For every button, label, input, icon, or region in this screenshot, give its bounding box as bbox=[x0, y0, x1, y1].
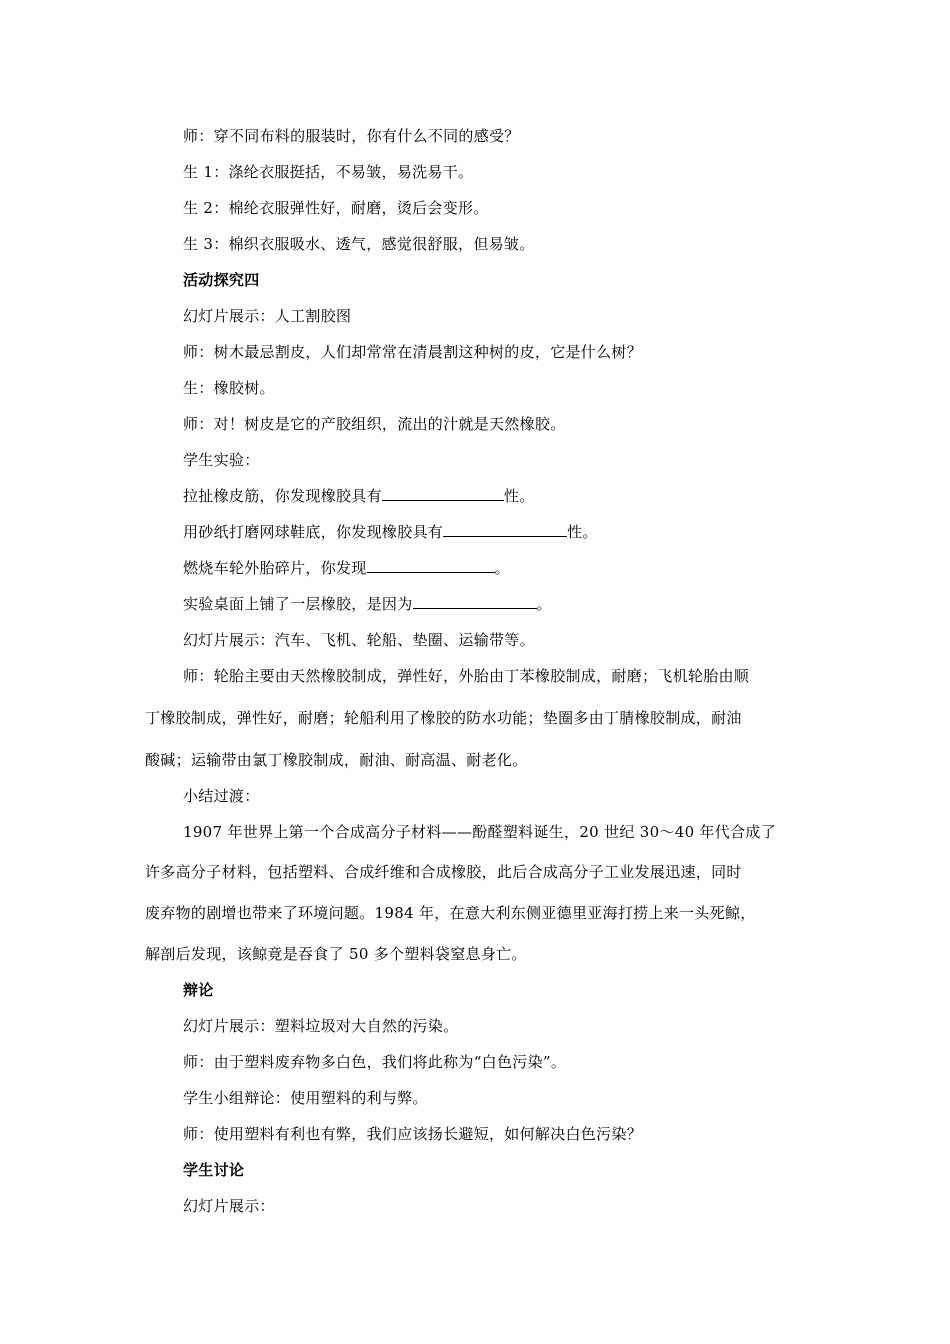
fill-blank-text: 用砂纸打磨网球鞋底，你发现橡胶具有 bbox=[183, 523, 444, 541]
history-paragraph-line-4: 解剖后发现，该鲸竟是吞食了 50 多个塑料袋窒息身亡。 bbox=[145, 945, 527, 963]
section-heading-discussion: 学生讨论 bbox=[183, 1161, 245, 1179]
fill-blank-text: 性。 bbox=[567, 523, 598, 541]
history-paragraph-line-3: 废弃物的剧增也带来了环境问题。1984 年，在意大利东侧亚德里亚海打捞上来一头死鲸， bbox=[145, 904, 756, 922]
student-group-debate: 学生小组辩论：使用塑料的利与弊。 bbox=[183, 1089, 428, 1107]
slide-show-final: 幻灯片展示： bbox=[183, 1197, 275, 1215]
fill-blank-item bbox=[183, 486, 535, 506]
fill-blank-text: 。 bbox=[494, 559, 510, 577]
section-heading-debate: 辩论 bbox=[183, 981, 214, 999]
answer-blank bbox=[367, 558, 495, 573]
student-experiment-label: 学生实验： bbox=[183, 451, 260, 469]
fill-blank-item bbox=[183, 594, 552, 614]
dialogue-teacher-tree: 师：树木最忌割皮，人们却常常在清晨割这种树的皮，它是什么树？ bbox=[183, 343, 643, 361]
fill-blank-text: 拉扯橡皮筋，你发现橡胶具有 bbox=[183, 487, 382, 505]
section-heading-activity-4: 活动探究四 bbox=[183, 271, 260, 289]
teacher-explanation-line-3: 酸碱；运输带由氯丁橡胶制成，耐油、耐高温、耐老化。 bbox=[145, 751, 528, 769]
history-paragraph-line-1: 1907 年世界上第一个合成高分子材料——酚醛塑料诞生，20 世纪 30～40 年代合成了 bbox=[183, 823, 777, 841]
summary-transition-label: 小结过渡： bbox=[183, 787, 260, 805]
dialogue-teacher-question: 师：穿不同布料的服装时，你有什么不同的感受？ bbox=[183, 127, 520, 145]
dialogue-student-3: 生 3：棉织衣服吸水、透气，感觉很舒服，但易皱。 bbox=[183, 235, 535, 253]
fill-blank-item bbox=[183, 558, 510, 578]
fill-blank-text: 实验桌面上铺了一层橡胶，是因为 bbox=[183, 595, 413, 613]
answer-blank bbox=[413, 594, 537, 609]
fill-blank-text: 燃烧车轮外胎碎片，你发现 bbox=[183, 559, 367, 577]
dialogue-student-2: 生 2：棉纶衣服弹性好，耐磨，烫后会变形。 bbox=[183, 199, 489, 217]
teacher-explanation-line-2: 丁橡胶制成，弹性好，耐磨；轮船利用了橡胶的防水功能；垫圈多由丁腈橡胶制成，耐油 bbox=[145, 709, 742, 727]
dialogue-teacher-solution: 师：使用塑料有利也有弊，我们应该扬长避短，如何解决白色污染？ bbox=[183, 1125, 643, 1143]
history-paragraph-line-2: 许多高分子材料，包括塑料、合成纤维和合成橡胶，此后合成高分子工业发展迅速，同时 bbox=[145, 863, 742, 881]
slide-show-vehicles: 幻灯片展示：汽车、飞机、轮船、垫圈、运输带等。 bbox=[183, 631, 535, 649]
slide-show-plastic-pollution: 幻灯片展示：塑料垃圾对大自然的污染。 bbox=[183, 1017, 459, 1035]
fill-blank-text: 性。 bbox=[503, 487, 535, 505]
fill-blank-text: 。 bbox=[536, 595, 552, 613]
answer-blank bbox=[382, 486, 504, 501]
dialogue-student-1: 生 1：涤纶衣服挺括，不易皱，易洗易干。 bbox=[183, 163, 474, 181]
dialogue-teacher-white-pollution: 师：由于塑料废弃物多白色，我们将此称为“白色污染”。 bbox=[183, 1053, 567, 1071]
dialogue-student-answer: 生：橡胶树。 bbox=[183, 379, 275, 397]
teacher-explanation-line-1: 师：轮胎主要由天然橡胶制成，弹性好，外胎由丁苯橡胶制成，耐磨；飞机轮胎由顺 bbox=[183, 667, 750, 685]
dialogue-teacher-rubber: 师：对！树皮是它的产胶组织，流出的汁就是天然橡胶。 bbox=[183, 415, 566, 433]
slide-show-rubber-tapping: 幻灯片展示：人工割胶图 bbox=[183, 307, 352, 325]
fill-blank-item bbox=[183, 522, 598, 542]
answer-blank bbox=[443, 522, 567, 537]
